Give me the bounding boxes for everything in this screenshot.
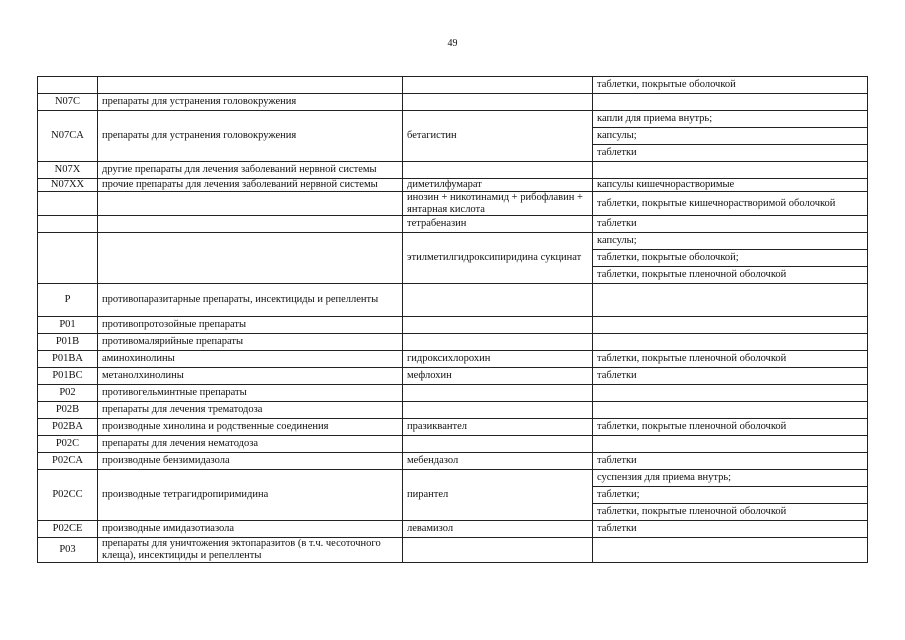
atc-code: N07CA — [38, 111, 98, 162]
group-name: препараты для лечения трематодоза — [98, 402, 403, 419]
drug-name: гидроксихлорохин — [403, 351, 593, 368]
dosage-form: таблетки; — [593, 486, 867, 503]
table-row — [38, 419, 868, 436]
dosage-forms: таблетки — [593, 521, 868, 538]
dosage-form — [593, 94, 867, 110]
table-row — [38, 368, 868, 385]
group-name: препараты для устранения головокружения — [98, 111, 403, 162]
group-name: препараты для устранения головокружения — [98, 94, 403, 111]
dosage-forms: таблетки, покрытые пленочной оболочкой — [593, 419, 868, 436]
group-name: метанолхинолины — [98, 368, 403, 385]
table-row — [38, 233, 868, 284]
group-name: аминохинолины — [98, 351, 403, 368]
group-name: другие препараты для лечения заболеваний нервной системы — [98, 162, 403, 179]
atc-code: P02B — [38, 402, 98, 419]
drug-name: мебендазол — [403, 453, 593, 470]
group-name: препараты для уничтожения эктопаразитов (в т.ч. чесоточного клеща), инсектициды и репелленты — [98, 538, 403, 563]
drug-classification-table — [37, 76, 868, 563]
atc-code — [38, 233, 98, 284]
page-number: 49 — [447, 38, 458, 49]
dosage-form: таблетки — [597, 218, 637, 230]
drug-name — [403, 162, 593, 179]
atc-code — [38, 77, 98, 94]
group-name — [98, 191, 403, 216]
dosage-form: таблетки — [593, 144, 867, 161]
group-name — [98, 233, 403, 284]
dosage-form: капсулы; — [597, 235, 637, 247]
drug-name — [403, 77, 593, 94]
dosage-form: таблетки, покрытые пленочной оболочкой — [593, 266, 867, 283]
table-row — [38, 470, 868, 521]
dosage-forms: таблетки, покрытые пленочной оболочкой — [593, 351, 868, 368]
table-row — [38, 436, 868, 453]
atc-code: P01 — [38, 317, 98, 334]
dosage-forms — [593, 436, 868, 453]
atc-code: P02BA — [38, 419, 98, 436]
dosage-forms: таблетки — [593, 368, 868, 385]
group-name: прочие препараты для лечения заболеваний нервной системы — [98, 179, 403, 192]
table-row — [38, 317, 868, 334]
dosage-forms — [593, 334, 868, 351]
dosage-forms — [593, 402, 868, 419]
table-row — [38, 284, 868, 317]
group-name — [98, 216, 403, 233]
table-row — [38, 351, 868, 368]
table-row — [38, 385, 868, 402]
atc-code: N07XX — [38, 179, 98, 192]
atc-code: P01B — [38, 334, 98, 351]
group-name: противопаразитарные препараты, инсектициды и репелленты — [98, 284, 403, 317]
table-row — [38, 453, 868, 470]
group-name: производные бензимидазола — [98, 453, 403, 470]
atc-code: N07X — [38, 162, 98, 179]
drug-name: мефлохин — [403, 368, 593, 385]
dosage-forms — [593, 284, 868, 317]
drug-name: празиквантел — [403, 419, 593, 436]
atc-code: P02C — [38, 436, 98, 453]
atc-code: P — [38, 284, 98, 317]
dosage-forms — [593, 233, 868, 284]
table-row — [38, 179, 868, 192]
dosage-forms — [593, 216, 868, 233]
group-name: противопротозойные препараты — [98, 317, 403, 334]
atc-code: N07C — [38, 94, 98, 111]
dosage-forms — [593, 317, 868, 334]
drug-name — [403, 284, 593, 317]
atc-code: P01BA — [38, 351, 98, 368]
atc-code: P01BC — [38, 368, 98, 385]
dosage-form — [593, 162, 867, 178]
drug-name — [403, 317, 593, 334]
group-name: препараты для лечения нематодоза — [98, 436, 403, 453]
atc-code: P02CA — [38, 453, 98, 470]
table-row — [38, 538, 868, 563]
dosage-form: таблетки, покрытые оболочкой — [597, 79, 736, 90]
table-row — [38, 216, 868, 233]
dosage-form: суспензия для приема внутрь; — [597, 472, 732, 484]
table-row — [38, 334, 868, 351]
group-name: противогельминтные препараты — [98, 385, 403, 402]
dosage-forms — [593, 538, 868, 563]
dosage-forms — [593, 470, 868, 521]
drug-name: пирантел — [403, 470, 593, 521]
drug-name: инозин + никотинамид + рибофлавин + янтарная кислота — [403, 191, 593, 216]
drug-name: бетагистин — [403, 111, 593, 162]
table-row — [38, 521, 868, 538]
table-row — [38, 402, 868, 419]
atc-code — [38, 216, 98, 233]
dosage-form: таблетки, покрытые пленочной оболочкой — [593, 503, 867, 520]
dosage-forms — [593, 162, 868, 179]
drug-name: левамизол — [403, 521, 593, 538]
atc-code: P03 — [38, 538, 98, 563]
group-name: производные тетрагидропиримидина — [98, 470, 403, 521]
group-name: производные хинолина и родственные соединения — [98, 419, 403, 436]
group-name: противомалярийные препараты — [98, 334, 403, 351]
dosage-form: капсулы; — [593, 127, 867, 144]
dosage-forms: таблетки — [593, 453, 868, 470]
dosage-forms: капсулы кишечнорастворимые — [593, 179, 868, 192]
drug-name: тетрабеназин — [403, 216, 593, 233]
drug-name — [403, 94, 593, 111]
atc-code: P02CE — [38, 521, 98, 538]
dosage-forms — [593, 385, 868, 402]
table-row — [38, 94, 868, 111]
atc-code — [38, 191, 98, 216]
table-row — [38, 191, 868, 216]
table-row — [38, 77, 868, 94]
atc-code: P02 — [38, 385, 98, 402]
drug-name — [403, 402, 593, 419]
dosage-forms: таблетки, покрытые кишечнорастворимой оболочкой — [593, 191, 868, 216]
table-row — [38, 162, 868, 179]
drug-name: диметилфумарат — [403, 179, 593, 192]
dosage-form: таблетки, покрытые оболочкой; — [593, 249, 867, 266]
dosage-forms — [593, 77, 868, 94]
drug-name: этилметилгидроксипиридина сукцинат — [403, 233, 593, 284]
drug-name — [403, 334, 593, 351]
drug-name — [403, 436, 593, 453]
drug-name — [403, 538, 593, 563]
dosage-form: капли для приема внутрь; — [597, 113, 713, 124]
group-name: производные имидазотиазола — [98, 521, 403, 538]
group-name — [98, 77, 403, 94]
drug-name — [403, 385, 593, 402]
atc-code: P02CC — [38, 470, 98, 521]
dosage-forms — [593, 111, 868, 162]
table-row — [38, 111, 868, 162]
dosage-forms — [593, 94, 868, 111]
